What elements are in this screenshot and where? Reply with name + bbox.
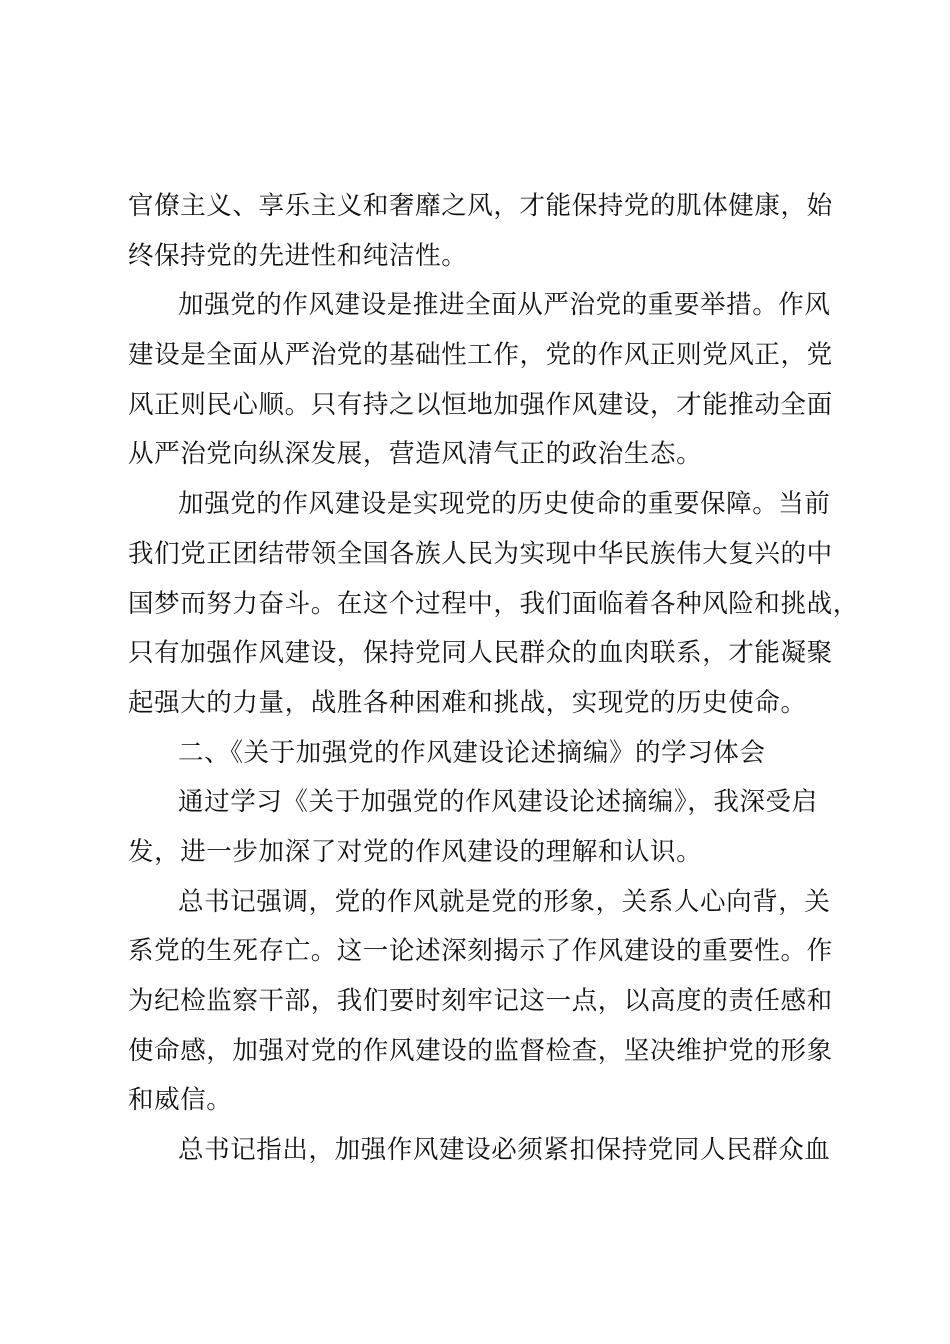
text-line: 通过学习《关于加强党的作风建设论述摘编》，我深受启 [178,787,818,818]
text-line: 系党的生死存亡。这一论述深刻揭示了作风建设的重要性。作 [128,936,833,967]
text-line: 和威信。 [128,1085,233,1116]
document-body [128,182,859,1176]
text-line: 发，进一步加深了对党的作风建设的理解和认识。 [128,836,703,867]
text-line: 国梦而努力奋斗。在这个过程中，我们面临着各种风险和挑战， [128,588,859,619]
text-line: 使命感，加强对党的作风建设的监督检查，坚决维护党的形象 [128,1035,833,1066]
text-line: 加强党的作风建设是推进全面从严治党的重要举措。作风 [178,290,831,321]
text-line: 为纪检监察干部，我们要时刻牢记这一点，以高度的责任感和 [128,986,833,1016]
text-line: 建设是全面从严治党的基础性工作，党的作风正则党风正，党 [128,340,833,371]
text-line: 从严治党向纵深发展，营造风清气正的政治生态。 [128,439,703,470]
text-line: 风正则民心顺。只有持之以恒地加强作风建设，才能推动全面 [128,389,833,420]
text-line: 二、《关于加强党的作风建设论述摘编》的学习体会 [178,737,766,768]
text-line: 总书记指出，加强作风建设必须紧扣保持党同人民群众血 [178,1135,831,1166]
text-line: 加强党的作风建设是实现党的历史使命的重要保障。当前 [178,489,831,520]
text-line: 终保持党的先进性和纯洁性。 [128,240,468,271]
text-line: 我们党正团结带领全国各族人民为实现中华民族伟大复兴的中 [128,538,833,569]
text-line: 总书记强调，党的作风就是党的形象，关系人心向背，关 [178,886,831,917]
text-line: 官僚主义、享乐主义和奢靡之风，才能保持党的肌体健康，始 [128,191,833,221]
text-line: 只有加强作风建设，保持党同人民群众的血肉联系，才能凝聚 [128,638,833,669]
text-line: 起强大的力量，战胜各种困难和挑战，实现党的历史使命。 [128,687,807,718]
